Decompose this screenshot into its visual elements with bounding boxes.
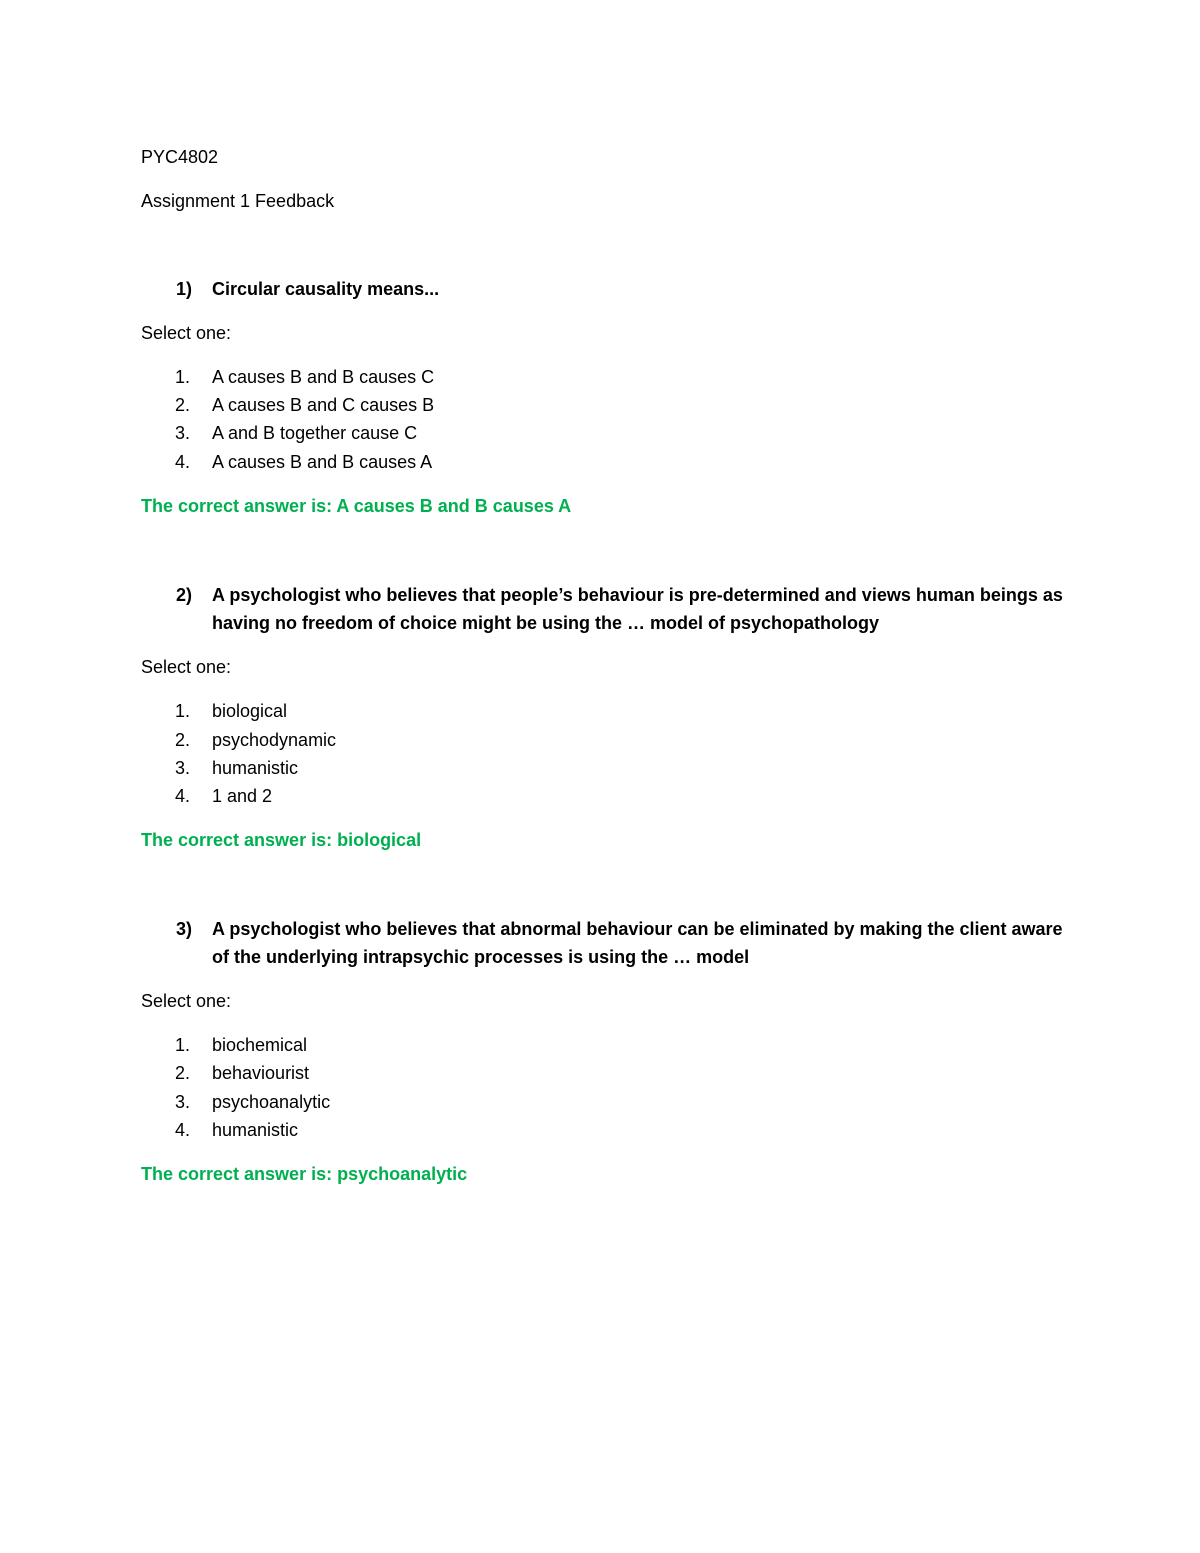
- question-text: Circular causality means...: [212, 279, 440, 299]
- option-number: 3.: [175, 423, 191, 443]
- option-number: 3.: [175, 758, 191, 778]
- question-number: 3): [176, 919, 193, 939]
- option-number: 2.: [175, 1063, 191, 1083]
- option-number: 1.: [175, 701, 191, 721]
- question-number: 1): [176, 279, 193, 299]
- select-label: Select one:: [141, 323, 232, 343]
- option-text: A causes B and C causes B: [212, 395, 435, 415]
- question-number: 2): [176, 585, 193, 605]
- option-text: biological: [212, 701, 288, 721]
- option-number: 3.: [175, 1092, 191, 1112]
- option-number: 2.: [175, 730, 191, 750]
- course-code: PYC4802: [141, 147, 219, 167]
- option-number: 4.: [175, 452, 191, 472]
- question-text: A psychologist who believes that abnormal behaviour can be eliminated by making the client aware of the underlying intrapsychic processes is using the … model: [212, 919, 1063, 967]
- option-number: 2.: [175, 395, 191, 415]
- option-text: humanistic: [212, 758, 299, 778]
- option-text: psychodynamic: [212, 730, 337, 750]
- correct-answer: The correct answer is: A causes B and B causes A: [141, 496, 572, 516]
- option-number: 4.: [175, 1120, 191, 1140]
- correct-answer: The correct answer is: biological: [141, 830, 422, 850]
- option-text: A causes B and B causes C: [212, 367, 435, 387]
- option-number: 1.: [175, 1035, 191, 1055]
- question-text: A psychologist who believes that people’s behaviour is pre-determined and views human beings as having no freedom of choice might be using the … model of psychopathology: [212, 585, 1063, 633]
- option-text: biochemical: [212, 1035, 308, 1055]
- select-label: Select one:: [141, 657, 232, 677]
- option-number: 1.: [175, 367, 191, 387]
- correct-answer: The correct answer is: psychoanalytic: [141, 1164, 468, 1184]
- option-text: A causes B and B causes A: [212, 452, 433, 472]
- option-text: humanistic: [212, 1120, 299, 1140]
- page-title: Assignment 1 Feedback: [141, 191, 335, 211]
- option-text: 1 and 2: [212, 786, 273, 806]
- option-text: behaviourist: [212, 1063, 310, 1083]
- option-number: 4.: [175, 786, 191, 806]
- option-text: A and B together cause C: [212, 423, 418, 443]
- option-text: psychoanalytic: [212, 1092, 331, 1112]
- select-label: Select one:: [141, 991, 232, 1011]
